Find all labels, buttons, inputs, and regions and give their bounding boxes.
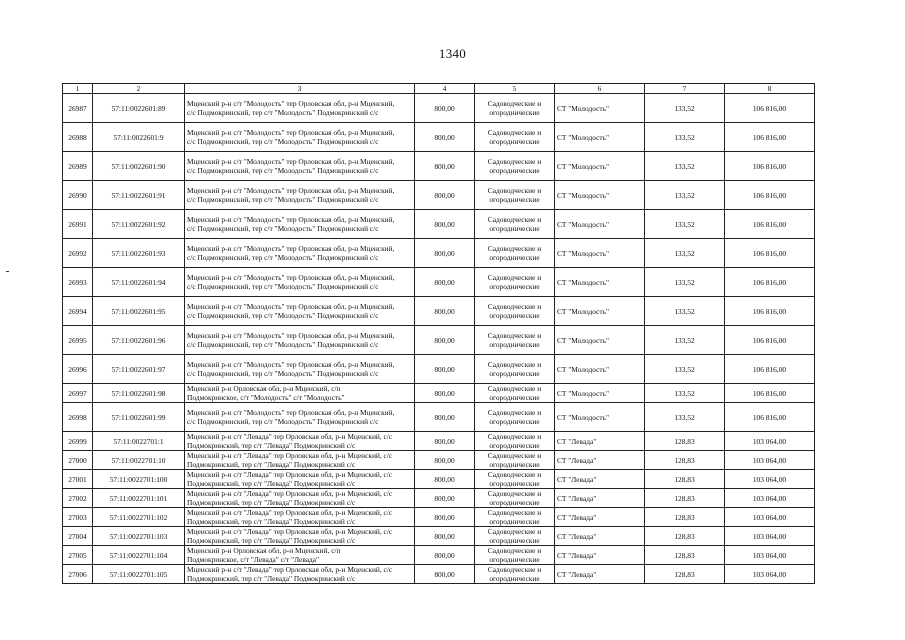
land-use-line: Садоводческие и xyxy=(487,157,542,166)
land-use-cell xyxy=(475,489,555,508)
cadastral-value-cell: 106 816,00 xyxy=(725,94,815,123)
row-number-cell: 26989 xyxy=(63,152,93,181)
table-row xyxy=(63,527,815,546)
column-header: 6 xyxy=(555,84,645,94)
table-row xyxy=(63,508,815,527)
land-use-cell xyxy=(475,268,555,297)
cadastral-value-cell: 106 816,00 xyxy=(725,152,815,181)
land-use-line: огороднические xyxy=(489,224,540,233)
organization-cell: СТ "Молодость" xyxy=(555,403,645,432)
specific-value-cell: 133,52 xyxy=(645,123,725,152)
area-cell: 800,00 xyxy=(415,470,475,489)
land-use-line: огороднические xyxy=(489,460,540,469)
organization-cell: СТ "Левада" xyxy=(555,489,645,508)
organization-cell: СТ "Молодость" xyxy=(555,297,645,326)
address-line: с/с Подмокринский, тер с/т "Молодость" Подмокринский с/с xyxy=(187,108,379,117)
specific-value-cell: 133,52 xyxy=(645,326,725,355)
land-use-cell xyxy=(475,565,555,584)
table-row xyxy=(63,181,815,210)
organization-cell: СТ "Молодость" xyxy=(555,384,645,403)
address-cell xyxy=(185,210,415,239)
cadastral-value-cell: 106 816,00 xyxy=(725,239,815,268)
organization-cell: СТ "Левада" xyxy=(555,470,645,489)
cadastral-number-cell: 57:11:0022701:1 xyxy=(93,432,185,451)
address-cell xyxy=(185,297,415,326)
address-cell xyxy=(185,470,415,489)
column-header: 7 xyxy=(645,84,725,94)
cadastral-number-cell: 57:11:0022601:89 xyxy=(93,94,185,123)
row-number-cell: 26988 xyxy=(63,123,93,152)
table-row xyxy=(63,451,815,470)
table-header-row xyxy=(63,84,815,94)
address-line: Подмокринское, с/т "Левада" с/т "Левада" xyxy=(187,555,320,564)
area-cell: 800,00 xyxy=(415,451,475,470)
address-line: Мценский р-н с/т "Левада" тер Орловская обл, р-н Мценский, с/с xyxy=(187,489,393,498)
land-use-line: огороднические xyxy=(489,441,540,450)
address-line: Мценский р-н с/т "Левада" тер Орловская обл, р-н Мценский, с/с xyxy=(187,565,393,574)
address-line: Подмокринское, с/т "Молодость" с/т "Молодость" xyxy=(187,393,345,402)
area-cell: 800,00 xyxy=(415,403,475,432)
address-cell xyxy=(185,152,415,181)
specific-value-cell: 133,52 xyxy=(645,403,725,432)
area-cell: 800,00 xyxy=(415,152,475,181)
row-number-cell: 27004 xyxy=(63,527,93,546)
land-use-line: огороднические xyxy=(489,108,540,117)
land-use-cell xyxy=(475,451,555,470)
cadastral-value-cell: 106 816,00 xyxy=(725,384,815,403)
cadastral-value-cell: 106 816,00 xyxy=(725,123,815,152)
land-use-line: Садоводческие и xyxy=(487,128,542,137)
organization-cell: СТ "Молодость" xyxy=(555,355,645,384)
column-header: 1 xyxy=(63,84,93,94)
cadastral-value-cell: 106 816,00 xyxy=(725,181,815,210)
address-line: с/с Подмокринский, тер с/т "Молодость" Подмокринский с/с xyxy=(187,340,379,349)
cadastral-value-cell: 103 064,00 xyxy=(725,451,815,470)
cadastral-number-cell: 57:11:0022701:100 xyxy=(93,470,185,489)
land-use-line: Садоводческие и xyxy=(487,244,542,253)
land-registry-table xyxy=(62,83,815,584)
cadastral-number-cell: 57:11:0022601:9 xyxy=(93,123,185,152)
row-number-cell: 26996 xyxy=(63,355,93,384)
row-number-cell: 27003 xyxy=(63,508,93,527)
address-cell xyxy=(185,181,415,210)
table-row xyxy=(63,239,815,268)
land-use-line: огороднические xyxy=(489,498,540,507)
cadastral-value-cell: 103 064,00 xyxy=(725,508,815,527)
table-row xyxy=(63,546,815,565)
land-use-cell xyxy=(475,123,555,152)
address-line: Мценский р-н с/т "Молодость" тер Орловская обл, р-н Мценский, xyxy=(187,360,395,369)
land-use-line: огороднические xyxy=(489,417,540,426)
scan-speck xyxy=(6,271,9,272)
land-use-line: огороднические xyxy=(489,340,540,349)
row-number-cell: 26997 xyxy=(63,384,93,403)
area-cell: 800,00 xyxy=(415,384,475,403)
specific-value-cell: 133,52 xyxy=(645,239,725,268)
land-use-line: Садоводческие и xyxy=(487,489,542,498)
land-use-cell xyxy=(475,432,555,451)
land-use-line: огороднические xyxy=(489,166,540,175)
table-row xyxy=(63,94,815,123)
address-cell xyxy=(185,546,415,565)
land-use-line: Садоводческие и xyxy=(487,546,542,555)
specific-value-cell: 133,52 xyxy=(645,384,725,403)
column-header: 5 xyxy=(475,84,555,94)
address-line: Мценский р-н с/т "Молодость" тер Орловская обл, р-н Мценский, xyxy=(187,157,395,166)
address-cell xyxy=(185,123,415,152)
row-number-cell: 26994 xyxy=(63,297,93,326)
land-use-line: огороднические xyxy=(489,574,540,583)
table-row xyxy=(63,403,815,432)
address-cell xyxy=(185,326,415,355)
area-cell: 800,00 xyxy=(415,489,475,508)
row-number-cell: 26993 xyxy=(63,268,93,297)
table-row xyxy=(63,268,815,297)
cadastral-number-cell: 57:11:0022601:97 xyxy=(93,355,185,384)
organization-cell: СТ "Левада" xyxy=(555,546,645,565)
land-use-cell xyxy=(475,181,555,210)
address-cell xyxy=(185,565,415,584)
land-use-line: Садоводческие и xyxy=(487,432,542,441)
specific-value-cell: 128,83 xyxy=(645,527,725,546)
land-use-cell xyxy=(475,527,555,546)
specific-value-cell: 128,83 xyxy=(645,451,725,470)
table-row xyxy=(63,123,815,152)
cadastral-value-cell: 106 816,00 xyxy=(725,403,815,432)
row-number-cell: 26990 xyxy=(63,181,93,210)
land-use-line: Садоводческие и xyxy=(487,527,542,536)
land-use-cell xyxy=(475,546,555,565)
cadastral-value-cell: 106 816,00 xyxy=(725,297,815,326)
organization-cell: СТ "Молодость" xyxy=(555,268,645,297)
row-number-cell: 27000 xyxy=(63,451,93,470)
address-line: Подмокринский, тер с/т "Левада" Подмокринский с/с xyxy=(187,517,356,526)
land-use-line: огороднические xyxy=(489,369,540,378)
address-line: с/с Подмокринский, тер с/т "Молодость" Подмокринский с/с xyxy=(187,166,379,175)
address-cell xyxy=(185,508,415,527)
land-use-line: огороднические xyxy=(489,517,540,526)
land-use-line: Садоводческие и xyxy=(487,565,542,574)
land-use-line: Садоводческие и xyxy=(487,273,542,282)
table-row xyxy=(63,210,815,239)
address-line: с/с Подмокринский, тер с/т "Молодость" Подмокринский с/с xyxy=(187,253,379,262)
area-cell: 800,00 xyxy=(415,546,475,565)
address-cell xyxy=(185,355,415,384)
column-header: 8 xyxy=(725,84,815,94)
area-cell: 800,00 xyxy=(415,527,475,546)
land-use-line: Садоводческие и xyxy=(487,186,542,195)
land-use-line: Садоводческие и xyxy=(487,215,542,224)
address-line: Мценский р-н с/т "Левада" тер Орловская обл, р-н Мценский, с/с xyxy=(187,470,393,479)
row-number-cell: 27005 xyxy=(63,546,93,565)
specific-value-cell: 128,83 xyxy=(645,489,725,508)
address-cell xyxy=(185,403,415,432)
area-cell: 800,00 xyxy=(415,94,475,123)
land-use-line: Садоводческие и xyxy=(487,331,542,340)
organization-cell: СТ "Левада" xyxy=(555,508,645,527)
specific-value-cell: 128,83 xyxy=(645,432,725,451)
row-number-cell: 26992 xyxy=(63,239,93,268)
specific-value-cell: 128,83 xyxy=(645,565,725,584)
address-line: Мценский р-н Орловская обл, р-н Мценский, с/п xyxy=(187,546,341,555)
address-line: Мценский р-н с/т "Молодость" тер Орловская обл, р-н Мценский, xyxy=(187,302,395,311)
specific-value-cell: 128,83 xyxy=(645,470,725,489)
column-header: 4 xyxy=(415,84,475,94)
address-line: Мценский р-н с/т "Левада" тер Орловская обл, р-н Мценский, с/с xyxy=(187,527,393,536)
row-number-cell: 27002 xyxy=(63,489,93,508)
table-row xyxy=(63,297,815,326)
area-cell: 800,00 xyxy=(415,432,475,451)
land-use-line: огороднические xyxy=(489,555,540,564)
land-use-line: Садоводческие и xyxy=(487,451,542,460)
row-number-cell: 26995 xyxy=(63,326,93,355)
area-cell: 800,00 xyxy=(415,565,475,584)
cadastral-number-cell: 57:11:0022601:96 xyxy=(93,326,185,355)
table-body xyxy=(63,94,815,584)
address-line: Подмокринский, тер с/т "Левада" Подмокринский с/с xyxy=(187,574,356,583)
land-use-cell xyxy=(475,508,555,527)
address-line: Мценский р-н с/т "Молодость" тер Орловская обл, р-н Мценский, xyxy=(187,99,395,108)
page-number: 1340 xyxy=(438,46,467,61)
column-header: 2 xyxy=(93,84,185,94)
organization-cell: СТ "Левада" xyxy=(555,527,645,546)
address-cell xyxy=(185,451,415,470)
address-cell xyxy=(185,489,415,508)
address-line: Мценский р-н с/т "Молодость" тер Орловская обл, р-н Мценский, xyxy=(187,186,395,195)
address-cell xyxy=(185,527,415,546)
organization-cell: СТ "Молодость" xyxy=(555,326,645,355)
land-use-cell xyxy=(475,94,555,123)
organization-cell: СТ "Молодость" xyxy=(555,210,645,239)
row-number-cell: 26987 xyxy=(63,94,93,123)
cadastral-value-cell: 103 064,00 xyxy=(725,546,815,565)
land-use-cell xyxy=(475,384,555,403)
land-use-cell xyxy=(475,355,555,384)
cadastral-number-cell: 57:11:0022601:90 xyxy=(93,152,185,181)
table-row xyxy=(63,489,815,508)
address-cell xyxy=(185,432,415,451)
cadastral-value-cell: 103 064,00 xyxy=(725,565,815,584)
table-row xyxy=(63,326,815,355)
table-row xyxy=(63,355,815,384)
address-line: Мценский р-н с/т "Молодость" тер Орловская обл, р-н Мценский, xyxy=(187,215,395,224)
specific-value-cell: 133,52 xyxy=(645,152,725,181)
address-line: с/с Подмокринский, тер с/т "Молодость" Подмокринский с/с xyxy=(187,311,379,320)
organization-cell: СТ "Молодость" xyxy=(555,123,645,152)
land-use-cell xyxy=(475,403,555,432)
organization-cell: СТ "Левада" xyxy=(555,432,645,451)
table-row xyxy=(63,565,815,584)
column-header: 3 xyxy=(185,84,415,94)
address-line: Мценский р-н с/т "Левада" тер Орловская обл, р-н Мценский, с/с xyxy=(187,508,393,517)
land-use-cell xyxy=(475,152,555,181)
address-line: Подмокринский, тер с/т "Левада" Подмокринский с/с xyxy=(187,460,356,469)
organization-cell: СТ "Молодость" xyxy=(555,94,645,123)
land-use-line: огороднические xyxy=(489,393,540,402)
cadastral-number-cell: 57:11:0022701:103 xyxy=(93,527,185,546)
row-number-cell: 26999 xyxy=(63,432,93,451)
specific-value-cell: 133,52 xyxy=(645,297,725,326)
specific-value-cell: 133,52 xyxy=(645,268,725,297)
area-cell: 800,00 xyxy=(415,181,475,210)
table-row xyxy=(63,470,815,489)
area-cell: 800,00 xyxy=(415,123,475,152)
cadastral-value-cell: 106 816,00 xyxy=(725,268,815,297)
cadastral-number-cell: 57:11:0022601:92 xyxy=(93,210,185,239)
address-line: Мценский р-н с/т "Молодость" тер Орловская обл, р-н Мценский, xyxy=(187,244,395,253)
address-cell xyxy=(185,94,415,123)
organization-cell: СТ "Левада" xyxy=(555,451,645,470)
cadastral-number-cell: 57:11:0022701:104 xyxy=(93,546,185,565)
land-use-line: Садоводческие и xyxy=(487,470,542,479)
cadastral-value-cell: 106 816,00 xyxy=(725,326,815,355)
address-line: Мценский р-н с/т "Молодость" тер Орловская обл, р-н Мценский, xyxy=(187,331,395,340)
cadastral-value-cell: 103 064,00 xyxy=(725,489,815,508)
land-use-cell xyxy=(475,470,555,489)
address-line: Мценский р-н с/т "Молодость" тер Орловская обл, р-н Мценский, xyxy=(187,408,395,417)
specific-value-cell: 133,52 xyxy=(645,355,725,384)
address-line: Мценский р-н Орловская обл, р-н Мценский, с/п xyxy=(187,384,341,393)
address-line: Мценский р-н с/т "Левада" тер Орловская обл, р-н Мценский, с/с xyxy=(187,451,393,460)
specific-value-cell: 128,83 xyxy=(645,546,725,565)
address-cell xyxy=(185,239,415,268)
organization-cell: СТ "Молодость" xyxy=(555,152,645,181)
cadastral-value-cell: 106 816,00 xyxy=(725,210,815,239)
cadastral-number-cell: 57:11:0022601:98 xyxy=(93,384,185,403)
table-row xyxy=(63,152,815,181)
land-use-cell xyxy=(475,326,555,355)
cadastral-number-cell: 57:11:0022701:101 xyxy=(93,489,185,508)
row-number-cell: 26991 xyxy=(63,210,93,239)
address-line: Мценский р-н с/т "Молодость" тер Орловская обл, р-н Мценский, xyxy=(187,273,395,282)
land-use-line: огороднические xyxy=(489,253,540,262)
specific-value-cell: 133,52 xyxy=(645,210,725,239)
land-use-line: огороднические xyxy=(489,536,540,545)
cadastral-number-cell: 57:11:0022601:91 xyxy=(93,181,185,210)
area-cell: 800,00 xyxy=(415,210,475,239)
table-row xyxy=(63,432,815,451)
land-use-cell xyxy=(475,297,555,326)
cadastral-value-cell: 106 816,00 xyxy=(725,355,815,384)
address-cell xyxy=(185,268,415,297)
land-use-line: Садоводческие и xyxy=(487,360,542,369)
row-number-cell: 26998 xyxy=(63,403,93,432)
organization-cell: СТ "Левада" xyxy=(555,565,645,584)
area-cell: 800,00 xyxy=(415,326,475,355)
address-line: Мценский р-н с/т "Левада" тер Орловская обл, р-н Мценский, с/с xyxy=(187,432,393,441)
cadastral-value-cell: 103 064,00 xyxy=(725,432,815,451)
row-number-cell: 27006 xyxy=(63,565,93,584)
land-use-line: Садоводческие и xyxy=(487,384,542,393)
land-use-line: огороднические xyxy=(489,195,540,204)
area-cell: 800,00 xyxy=(415,239,475,268)
land-use-line: огороднические xyxy=(489,479,540,488)
address-line: с/с Подмокринский, тер с/т "Молодость" Подмокринский с/с xyxy=(187,224,379,233)
address-line: Подмокринский, тер с/т "Левада" Подмокринский с/с xyxy=(187,479,356,488)
area-cell: 800,00 xyxy=(415,355,475,384)
land-use-line: огороднические xyxy=(489,282,540,291)
cadastral-number-cell: 57:11:0022701:105 xyxy=(93,565,185,584)
area-cell: 800,00 xyxy=(415,268,475,297)
land-use-cell xyxy=(475,239,555,268)
specific-value-cell: 133,52 xyxy=(645,94,725,123)
area-cell: 800,00 xyxy=(415,508,475,527)
land-use-line: огороднические xyxy=(489,137,540,146)
address-line: Подмокринский, тер с/т "Левада" Подмокринский с/с xyxy=(187,441,356,450)
organization-cell: СТ "Молодость" xyxy=(555,239,645,268)
cadastral-value-cell: 103 064,00 xyxy=(725,527,815,546)
address-line: с/с Подмокринский, тер с/т "Молодость" Подмокринский с/с xyxy=(187,282,379,291)
land-use-line: Садоводческие и xyxy=(487,508,542,517)
specific-value-cell: 133,52 xyxy=(645,181,725,210)
row-number-cell: 27001 xyxy=(63,470,93,489)
address-line: Подмокринский, тер с/т "Левада" Подмокринский с/с xyxy=(187,498,356,507)
land-use-line: Садоводческие и xyxy=(487,99,542,108)
land-use-cell xyxy=(475,210,555,239)
land-use-line: Садоводческие и xyxy=(487,408,542,417)
cadastral-number-cell: 57:11:0022701:10 xyxy=(93,451,185,470)
organization-cell: СТ "Молодость" xyxy=(555,181,645,210)
cadastral-number-cell: 57:11:0022601:94 xyxy=(93,268,185,297)
cadastral-number-cell: 57:11:0022601:99 xyxy=(93,403,185,432)
address-line: с/с Подмокринский, тер с/т "Молодость" Подмокринский с/с xyxy=(187,195,379,204)
address-line: с/с Подмокринский, тер с/т "Молодость" Подмокринский с/с xyxy=(187,369,379,378)
cadastral-number-cell: 57:11:0022701:102 xyxy=(93,508,185,527)
address-line: Мценский р-н с/т "Молодость" тер Орловская обл, р-н Мценский, xyxy=(187,128,395,137)
cadastral-number-cell: 57:11:0022601:95 xyxy=(93,297,185,326)
cadastral-value-cell: 103 064,00 xyxy=(725,470,815,489)
address-line: с/с Подмокринский, тер с/т "Молодость" Подмокринский с/с xyxy=(187,417,379,426)
land-use-line: огороднические xyxy=(489,311,540,320)
cadastral-number-cell: 57:11:0022601:93 xyxy=(93,239,185,268)
area-cell: 800,00 xyxy=(415,297,475,326)
address-line: Подмокринский, тер с/т "Левада" Подмокринский с/с xyxy=(187,536,356,545)
address-cell xyxy=(185,384,415,403)
address-line: с/с Подмокринский, тер с/т "Молодость" Подмокринский с/с xyxy=(187,137,379,146)
table-row xyxy=(63,384,815,403)
land-use-line: Садоводческие и xyxy=(487,302,542,311)
specific-value-cell: 128,83 xyxy=(645,508,725,527)
